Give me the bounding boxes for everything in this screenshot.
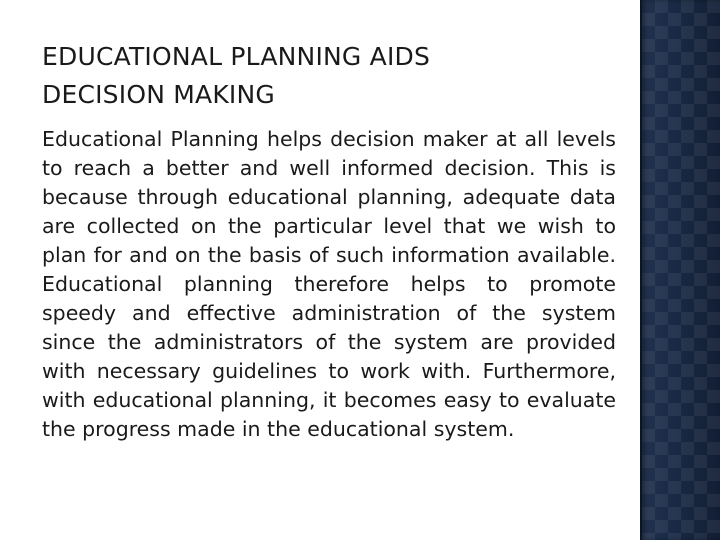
- title-line-1: EDUCATIONAL PLANNING AIDS: [42, 42, 431, 71]
- decorative-side-panel: [642, 0, 720, 540]
- slide-title: [42, 38, 616, 114]
- title-line-2: DECISION MAKING: [42, 80, 275, 109]
- slide-body-text: Educational Planning helps decision maker at all levels to reach a better and well informed decision. This is because through educational planning, adequate data are collected on the particular level that we wish to plan for and on the basis of such information available. Educational planning therefore helps to promote speedy and effective administration of the system since the administrators of the system are provided with necessary guidelines to work with. Furthermore, with educational planning, it becomes easy to evaluate the progress made in the educational system.: [42, 127, 616, 441]
- slide-content: [42, 38, 616, 444]
